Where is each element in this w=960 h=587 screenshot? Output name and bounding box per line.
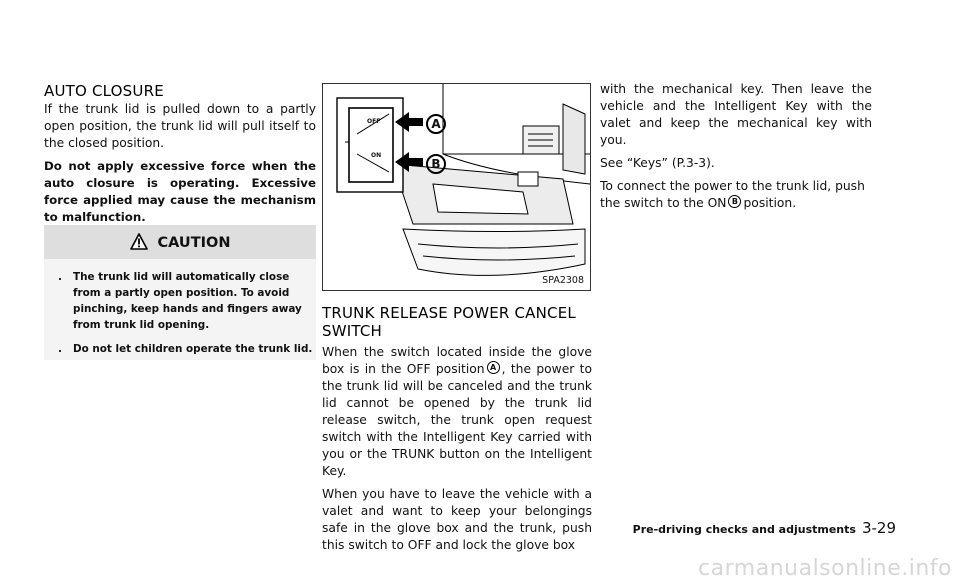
page-number: 3-29 [861, 519, 896, 537]
auto-closure-para-1: If the trunk lid is pulled down to a partly open position, the trunk lid will pull itself to the closed position. [44, 102, 316, 150]
trunk-release-para-4: See “Keys” (P.3-3). [600, 156, 715, 170]
switch-on-label: ON [371, 152, 382, 159]
trunk-release-para-5: To connect the power to the trunk lid, push the switch to the ON B position. [600, 179, 865, 210]
marker-a: A [487, 361, 500, 374]
caution-list [44, 259, 316, 357]
figure-marker-b: B [426, 154, 446, 174]
trunk-release-heading: TRUNK RELEASE POWER CANCEL SWITCH [322, 304, 576, 340]
footer-section: Pre-driving checks and adjustments [632, 523, 856, 536]
caution-title [44, 233, 316, 254]
caution-body [44, 259, 316, 360]
caution-item: . Do not let children operate the trunk lid. [58, 343, 313, 355]
warning-icon [130, 233, 148, 254]
watermark: carmanualsonline.info [698, 556, 952, 581]
trunk-release-para-1: When the switch located inside the glove box is in the OFF position A , the power to the trunk lid will be canceled and the trunk lid cannot be opened by the trunk lid release switch, the trunk open request switch with the Intelligent Key carried with you or the TRUNK button on the Intelligent Key. [322, 345, 592, 478]
figure-illustration [323, 84, 590, 290]
auto-closure-para-2: Do not apply excessive force when the auto closure is operating. Excessive force applied may cause the mechanism to malfunction. [44, 159, 316, 224]
page-footer [633, 519, 896, 537]
auto-closure-heading: AUTO CLOSURE [44, 82, 164, 100]
trunk-release-para-2: When you have to leave the vehicle with a valet and want to keep your belongings safe in the glove box and the trunk, push this switch to OFF and lock the glove box [322, 487, 592, 552]
trunk-release-para-3: with the mechanical key. Then leave the vehicle and the Intelligent Key with the valet and keep the mechanical key with you. [600, 82, 872, 147]
caution-label: CAUTION [157, 235, 231, 251]
figure-marker-a: A [426, 114, 446, 134]
switch-off-label: OFF [367, 118, 381, 125]
glove-box-switch-figure [322, 83, 591, 291]
marker-b: B [728, 195, 741, 208]
caution-item: . The trunk lid will automatically close from a partly open position. To avoid pinching, keep hands and fingers away from trunk lid opening. [58, 271, 302, 331]
figure-code: SPA2308 [542, 275, 584, 286]
caution-header [44, 225, 316, 259]
